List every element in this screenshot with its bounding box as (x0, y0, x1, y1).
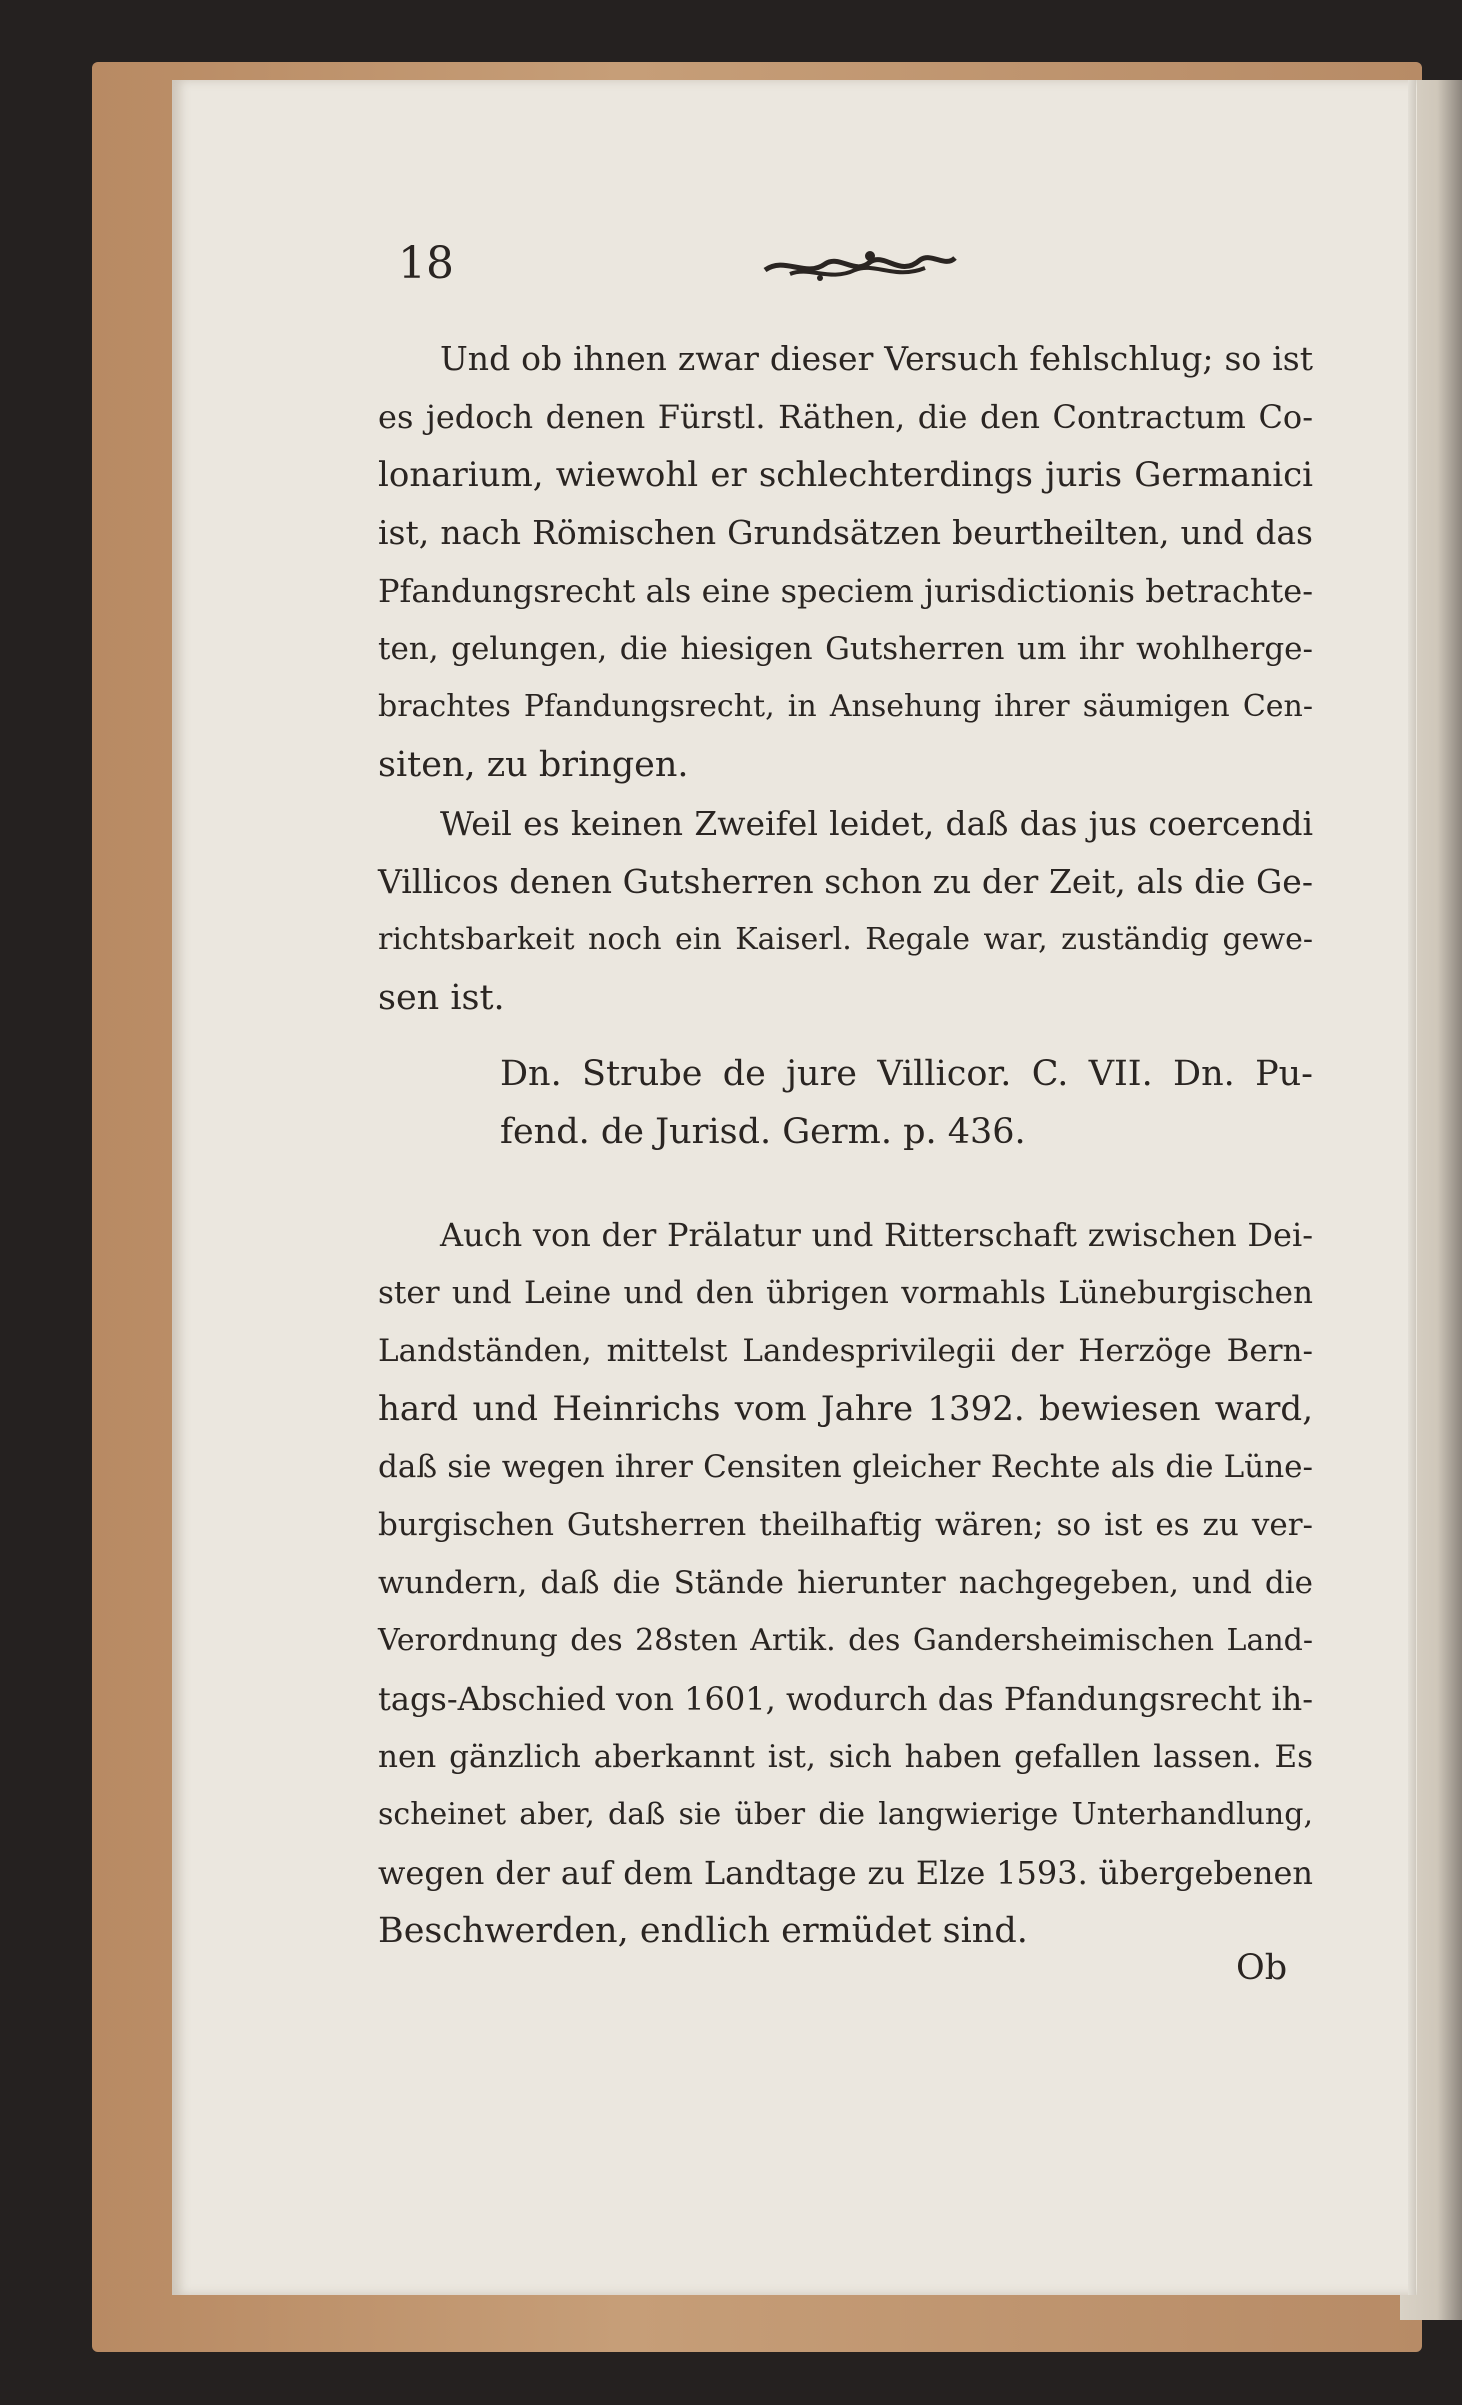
text-line: ist, nach Römischen Grundsätzen beurtheilten, und das (378, 513, 1313, 552)
text-line: Verordnung des 28sten Artik. des Gandersheimischen Land- (378, 1623, 1313, 1658)
text-line: es jedoch denen Fürstl. Räthen, die den Contractum Co- (378, 398, 1313, 436)
text-line: ster und Leine und den übrigen vormahls Lüneburgischen (378, 1275, 1313, 1311)
page-number: 18 (398, 238, 454, 289)
paragraph-2 (378, 795, 1313, 1027)
paragraph-4 (378, 1206, 1313, 1960)
text-line: lonarium, wiewohl er schlechterdings juris Germanici (378, 455, 1313, 495)
page-edge-shadow (1408, 80, 1416, 2295)
text-line: daß sie wegen ihrer Censiten gleicher Rechte als die Lüne- (378, 1449, 1313, 1485)
text-line: nen gänzlich aberkannt ist, sich haben gefallen lassen. Es (378, 1739, 1313, 1775)
text-line: scheinet aber, daß sie über die langwierige Unterhandlung, (378, 1797, 1313, 1832)
text-line: Beschwerden, endlich ermüdet sind. (378, 1911, 1028, 1951)
text-line: Weil es keinen Zweifel leidet, daß das jus coercendi (440, 804, 1313, 843)
text-line: wegen der auf dem Landtage zu Elze 1593. übergebenen (378, 1854, 1313, 1892)
citation (378, 1045, 1313, 1161)
text-line: Auch von der Prälatur und Ritterschaft zwischen Dei- (440, 1216, 1313, 1254)
text-line: Pfandungsrecht als eine speciem jurisdictionis betrachte- (378, 572, 1313, 610)
text-line: fend. de Jurisd. Germ. p. 436. (500, 1112, 1026, 1152)
text-line: brachtes Pfandungsrecht, in Ansehung ihrer säumigen Cen- (378, 689, 1313, 724)
text-line: Und ob ihnen zwar dieser Versuch fehlschlug; so ist (440, 339, 1313, 378)
ornament-vignette-icon (760, 248, 960, 284)
text-line: Dn. Strube de jure Villicor. C. VII. Dn. Pu- (500, 1054, 1313, 1094)
text-line: Villicos denen Gutsherren schon zu der Zeit, als die Ge- (378, 862, 1313, 901)
paragraph-1 (378, 330, 1313, 794)
text-line: wundern, daß die Stände hierunter nachgegeben, und die (378, 1565, 1313, 1601)
text-line: ten, gelungen, die hiesigen Gutsherren um ihr wohlherge- (378, 631, 1313, 667)
text-line: burgischen Gutsherren theilhaftig wären; so ist es zu ver- (378, 1507, 1313, 1543)
text-line: siten, zu bringen. (378, 745, 689, 785)
text-line: Landständen, mittelst Landesprivilegii der Herzöge Bern- (378, 1333, 1313, 1369)
text-line: sen ist. (378, 978, 505, 1018)
text-line: tags-Abschied von 1601, wodurch das Pfandungsrecht ih- (378, 1680, 1313, 1718)
text-line: hard und Heinrichs vom Jahre 1392. bewiesen ward, (378, 1389, 1313, 1429)
catchword: Ob (1236, 1948, 1288, 1988)
text-line: richtsbarkeit noch ein Kaiserl. Regale war, zuständig gewe- (378, 922, 1313, 957)
